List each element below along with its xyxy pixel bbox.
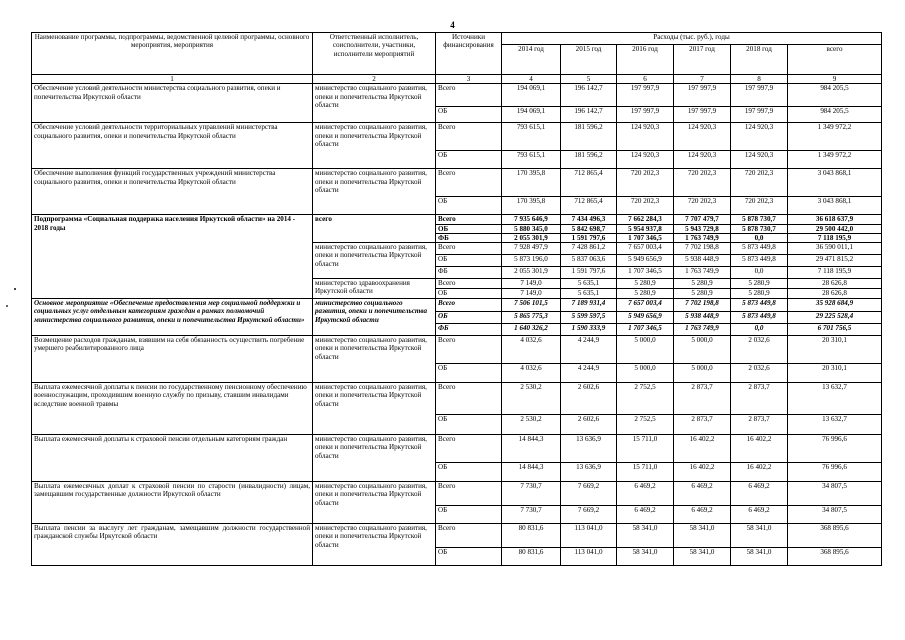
value-cell: 7 730,7 — [502, 506, 561, 524]
value-cell: 7 657 003,4 — [617, 299, 674, 312]
value-cell: 1 591 797,6 — [561, 233, 617, 242]
row-name: Основное мероприятие «Обеспечение предоставления мер социальной поддержки и социальных услуг отдельным категориям граждан в рамках полномочий министерства социального развития, опеки и попечительства Иркутской области» — [32, 299, 313, 336]
value-cell: 14 844,3 — [502, 463, 561, 482]
value-cell: 5 873 449,8 — [731, 255, 788, 267]
row-name: Выплата ежемесячной доплаты к пенсии по государственному пенсионному обеспечению военнослужащим, проходившим военную службу по призыву, ставшим инвалидами вследствие военной травмы — [32, 383, 313, 435]
row-name: Выплата ежемесячной доплаты к страховой пенсии отдельным категориям граждан — [32, 435, 313, 482]
value-total: 20 310,1 — [788, 336, 882, 364]
value-cell: 113 041,0 — [561, 548, 617, 566]
value-cell: 2 530,2 — [502, 383, 561, 415]
row-source: ОБ — [436, 151, 502, 169]
value-cell: 5 842 698,7 — [561, 224, 617, 233]
value-cell: 7 149,0 — [502, 279, 561, 289]
row-source: Всего — [436, 169, 502, 197]
row-executor: министерство социального развития, опеки и попечительства Иркутской области — [313, 336, 436, 383]
value-cell: 720 202,3 — [731, 197, 788, 215]
value-cell: 5 000,0 — [674, 336, 731, 364]
value-cell: 7 730,7 — [502, 482, 561, 506]
value-cell: 124 920,3 — [674, 151, 731, 169]
table-row — [32, 482, 882, 506]
value-cell: 7 928 497,9 — [502, 243, 561, 255]
column-number: 6 — [617, 75, 674, 84]
row-source: ОБ — [436, 224, 502, 233]
value-cell: 2 602,6 — [561, 415, 617, 435]
value-cell: 5 878 730,7 — [731, 215, 788, 224]
value-total: 368 895,6 — [788, 524, 882, 548]
value-total: 984 205,5 — [788, 84, 882, 107]
value-cell: 5 873 196,0 — [502, 255, 561, 267]
value-total: 28 626,8 — [788, 279, 882, 289]
value-cell: 7 428 861,2 — [561, 243, 617, 255]
value-cell: 2 032,6 — [731, 336, 788, 364]
table-row — [32, 84, 882, 107]
value-cell: 2 873,7 — [674, 383, 731, 415]
value-cell: 58 341,0 — [674, 548, 731, 566]
row-source: ФБ — [436, 267, 502, 279]
value-cell: 5 938 448,9 — [674, 255, 731, 267]
value-cell: 712 865,4 — [561, 197, 617, 215]
value-total: 76 996,6 — [788, 435, 882, 463]
row-name: Возмещение расходов гражданам, взявшим на себя обязанность осуществить погребение умершего реабилитированного лица — [32, 336, 313, 383]
value-cell: 1 707 346,5 — [617, 233, 674, 242]
row-source: ОБ — [436, 107, 502, 123]
value-cell: 7 669,2 — [561, 482, 617, 506]
value-total: 1 349 972,2 — [788, 151, 882, 169]
header-year: 2018 год — [731, 45, 788, 75]
value-total: 29 225 528,4 — [788, 312, 882, 324]
value-cell: 13 636,9 — [561, 435, 617, 463]
value-cell: 5 865 775,3 — [502, 312, 561, 324]
value-total: 368 895,6 — [788, 548, 882, 566]
value-cell: 194 069,1 — [502, 84, 561, 107]
row-executor: всего — [313, 215, 436, 243]
row-source: Всего — [436, 279, 502, 289]
value-total: 7 118 195,9 — [788, 267, 882, 279]
row-source: ОБ — [436, 506, 502, 524]
value-cell: 5 938 448,9 — [674, 312, 731, 324]
value-cell: 7 434 496,3 — [561, 215, 617, 224]
value-cell: 7 702 198,8 — [674, 299, 731, 312]
value-cell: 16 402,2 — [731, 435, 788, 463]
value-cell: 1 763 749,9 — [674, 233, 731, 242]
value-cell: 2 032,6 — [731, 364, 788, 383]
value-cell: 793 615,1 — [502, 151, 561, 169]
value-cell: 793 615,1 — [502, 123, 561, 151]
value-cell: 2 530,2 — [502, 415, 561, 435]
row-name: Обеспечение условий деятельности территориальных управлений министерства социального развития, опеки и попечительства Иркутской области — [32, 123, 313, 169]
value-cell: 7 657 003,4 — [617, 243, 674, 255]
value-total: 29 500 442,0 — [788, 224, 882, 233]
value-cell: 6 469,2 — [617, 482, 674, 506]
header-year: 2014 год — [502, 45, 561, 75]
value-cell: 5 635,1 — [561, 279, 617, 289]
row-source: Всего — [436, 243, 502, 255]
value-cell: 5 280,9 — [674, 279, 731, 289]
value-cell: 1 640 326,2 — [502, 324, 561, 336]
row-source: ОБ — [436, 463, 502, 482]
value-cell: 7 506 101,5 — [502, 299, 561, 312]
value-cell: 5 878 730,7 — [731, 224, 788, 233]
value-total: 13 632,7 — [788, 415, 882, 435]
value-cell: 124 920,3 — [731, 151, 788, 169]
value-cell: 16 402,2 — [674, 463, 731, 482]
value-cell: 7 935 646,9 — [502, 215, 561, 224]
value-cell: 7 149,0 — [502, 289, 561, 299]
row-executor: министерство социального развития, опеки и попечительства Иркутской области — [313, 482, 436, 524]
column-number: 4 — [502, 75, 561, 84]
value-cell: 5 280,9 — [731, 289, 788, 299]
value-total: 20 310,1 — [788, 364, 882, 383]
value-cell: 2 055 301,9 — [502, 267, 561, 279]
row-source: Всего — [436, 336, 502, 364]
value-cell: 194 069,1 — [502, 107, 561, 123]
value-cell: 7 702 198,8 — [674, 243, 731, 255]
value-cell: 6 469,2 — [731, 482, 788, 506]
row-executor: министерство социального развития, опеки и попечительства Иркутской области — [313, 123, 436, 169]
value-cell: 6 469,2 — [674, 506, 731, 524]
value-cell: 170 395,8 — [502, 169, 561, 197]
row-name: Подпрограмма «Социальная поддержка населения Иркутской области» на 2014 - 2018 годы — [32, 215, 313, 299]
value-cell: 2 873,7 — [731, 383, 788, 415]
value-total: 984 205,5 — [788, 107, 882, 123]
value-cell: 720 202,3 — [617, 197, 674, 215]
row-source: Всего — [436, 435, 502, 463]
value-cell: 124 920,3 — [674, 123, 731, 151]
row-executor: министерство социального развития, опеки и попечительства Иркутской области — [313, 243, 436, 279]
table-row — [32, 336, 882, 364]
value-cell: 720 202,3 — [674, 169, 731, 197]
table-row — [32, 215, 882, 224]
value-total: 36 618 637,9 — [788, 215, 882, 224]
value-cell: 5 949 656,9 — [617, 312, 674, 324]
header-name: Наименование программы, подпрограммы, ведомственной целевой программы, основного мероприятия, мероприятия — [32, 33, 313, 75]
row-source: ОБ — [436, 548, 502, 566]
value-cell: 0,0 — [731, 233, 788, 242]
value-cell: 1 591 797,6 — [561, 267, 617, 279]
value-cell: 5 599 597,5 — [561, 312, 617, 324]
table-row — [32, 123, 882, 151]
value-cell: 181 596,2 — [561, 123, 617, 151]
row-executor: министерство социального развития, опеки и попечительства Иркутской области — [313, 169, 436, 215]
value-total: 35 928 684,9 — [788, 299, 882, 312]
value-total: 1 349 972,2 — [788, 123, 882, 151]
value-cell: 2 873,7 — [674, 415, 731, 435]
table-row — [32, 435, 882, 463]
row-name: Выплата пенсии за выслугу лет гражданам, замещавшим должности государственной гражданской службы Иркутской области — [32, 524, 313, 566]
header-source: Источники финансирования — [436, 33, 502, 75]
value-cell: 720 202,3 — [617, 169, 674, 197]
column-number: 9 — [788, 75, 882, 84]
value-cell: 196 142,7 — [561, 84, 617, 107]
value-total: 34 807,5 — [788, 506, 882, 524]
row-source: Всего — [436, 215, 502, 224]
value-cell: 58 341,0 — [674, 524, 731, 548]
value-cell: 5 635,1 — [561, 289, 617, 299]
row-source: ОБ — [436, 312, 502, 324]
row-source: ФБ — [436, 324, 502, 336]
value-cell: 124 920,3 — [731, 123, 788, 151]
value-cell: 4 032,6 — [502, 364, 561, 383]
column-number: 2 — [313, 75, 436, 84]
value-total: 13 632,7 — [788, 383, 882, 415]
value-cell: 5 949 656,9 — [617, 255, 674, 267]
value-cell: 7 189 931,4 — [561, 299, 617, 312]
row-source: ОБ — [436, 415, 502, 435]
value-cell: 16 402,2 — [674, 435, 731, 463]
value-total: 7 118 195,9 — [788, 233, 882, 242]
column-number: 8 — [731, 75, 788, 84]
value-cell: 197 997,9 — [731, 84, 788, 107]
value-cell: 58 341,0 — [617, 548, 674, 566]
value-cell: 1 707 346,5 — [617, 324, 674, 336]
value-cell: 0,0 — [731, 324, 788, 336]
table-row — [32, 299, 882, 312]
value-cell: 5 000,0 — [617, 336, 674, 364]
value-cell: 5 873 449,8 — [731, 243, 788, 255]
header-expenses: Расходы (тыс. руб.), годы — [502, 33, 882, 45]
value-cell: 5 000,0 — [674, 364, 731, 383]
value-total: 6 701 756,5 — [788, 324, 882, 336]
value-cell: 13 636,9 — [561, 463, 617, 482]
row-executor: министерство социального развития, опеки и попечительства Иркутской области — [313, 435, 436, 482]
value-cell: 6 469,2 — [617, 506, 674, 524]
value-total: 34 807,5 — [788, 482, 882, 506]
value-cell: 5 880 345,0 — [502, 224, 561, 233]
value-cell: 4 244,9 — [561, 364, 617, 383]
value-cell: 80 831,6 — [502, 524, 561, 548]
value-cell: 113 041,0 — [561, 524, 617, 548]
value-cell: 2 602,6 — [561, 383, 617, 415]
row-source: Всего — [436, 524, 502, 548]
value-cell: 712 865,4 — [561, 169, 617, 197]
column-number: 1 — [32, 75, 313, 84]
value-cell: 5 280,9 — [674, 289, 731, 299]
value-cell: 16 402,2 — [731, 463, 788, 482]
column-number: 3 — [436, 75, 502, 84]
value-total: 3 043 868,1 — [788, 169, 882, 197]
header-total: всего — [788, 45, 882, 75]
value-cell: 124 920,3 — [617, 151, 674, 169]
value-cell: 5 837 063,6 — [561, 255, 617, 267]
row-executor: министерство социального развития, опеки и попечительства Иркутской области — [313, 299, 436, 336]
value-cell: 80 831,6 — [502, 548, 561, 566]
value-cell: 5 954 937,8 — [617, 224, 674, 233]
value-cell: 1 590 333,9 — [561, 324, 617, 336]
row-name: Выплата ежемесячных доплат к страховой пенсии по старости (инвалидности) лицам, замещавшим государственные должности Иркутской области — [32, 482, 313, 524]
value-cell: 2 752,5 — [617, 415, 674, 435]
value-cell: 6 469,2 — [731, 506, 788, 524]
value-cell: 7 662 284,3 — [617, 215, 674, 224]
value-cell: 197 997,9 — [674, 107, 731, 123]
value-total: 3 043 868,1 — [788, 197, 882, 215]
value-cell: 5 000,0 — [617, 364, 674, 383]
value-cell: 181 596,2 — [561, 151, 617, 169]
value-cell: 124 920,3 — [617, 123, 674, 151]
scan-speck — [14, 288, 16, 290]
value-cell: 4 244,9 — [561, 336, 617, 364]
value-cell: 197 997,9 — [617, 107, 674, 123]
table-row — [32, 383, 882, 415]
table-row — [32, 169, 882, 197]
value-cell: 170 395,8 — [502, 197, 561, 215]
value-cell: 1 763 749,9 — [674, 324, 731, 336]
value-cell: 196 142,7 — [561, 107, 617, 123]
header-year: 2015 год — [561, 45, 617, 75]
value-cell: 58 341,0 — [731, 524, 788, 548]
row-executor: министерство здравоохранения Иркутской области — [313, 279, 436, 299]
row-source: Всего — [436, 84, 502, 107]
value-cell: 14 844,3 — [502, 435, 561, 463]
row-source: ОБ — [436, 289, 502, 299]
value-total: 76 996,6 — [788, 463, 882, 482]
value-cell: 0,0 — [731, 267, 788, 279]
value-cell: 2 055 301,9 — [502, 233, 561, 242]
value-total: 29 471 815,2 — [788, 255, 882, 267]
value-cell: 7 669,2 — [561, 506, 617, 524]
value-cell: 6 469,2 — [674, 482, 731, 506]
value-cell: 197 997,9 — [731, 107, 788, 123]
row-source: ОБ — [436, 364, 502, 383]
value-cell: 15 711,0 — [617, 435, 674, 463]
column-number: 5 — [561, 75, 617, 84]
row-source: Всего — [436, 482, 502, 506]
row-source: ОБ — [436, 255, 502, 267]
value-cell: 1 707 346,5 — [617, 267, 674, 279]
value-cell: 2 752,5 — [617, 383, 674, 415]
header-executor: Ответственный исполнитель, соисполнители, участники, исполнители мероприятий — [313, 33, 436, 75]
row-source: Всего — [436, 299, 502, 312]
value-cell: 5 873 449,8 — [731, 299, 788, 312]
table-body — [32, 84, 882, 566]
row-source: Всего — [436, 123, 502, 151]
value-cell: 58 341,0 — [617, 524, 674, 548]
value-cell: 2 873,7 — [731, 415, 788, 435]
budget-table — [31, 32, 882, 566]
value-cell: 15 711,0 — [617, 463, 674, 482]
row-name: Обеспечение выполнения функций государственных учреждений министерства социального развития, опеки и попечительства Иркутской области — [32, 169, 313, 215]
value-cell: 5 873 449,8 — [731, 312, 788, 324]
row-executor: министерство социального развития, опеки и попечительства Иркутской области — [313, 524, 436, 566]
value-cell: 7 707 479,7 — [674, 215, 731, 224]
value-cell: 1 763 749,9 — [674, 267, 731, 279]
value-cell: 5 280,9 — [617, 289, 674, 299]
row-source: Всего — [436, 383, 502, 415]
value-total: 36 590 011,1 — [788, 243, 882, 255]
row-executor: министерство социального развития, опеки и попечительства Иркутской области — [313, 383, 436, 435]
value-cell: 5 280,9 — [617, 279, 674, 289]
header-year: 2017 год — [674, 45, 731, 75]
value-cell: 197 997,9 — [674, 84, 731, 107]
row-source: ФБ — [436, 233, 502, 242]
page-number: 4 — [450, 20, 455, 30]
table-row — [32, 524, 882, 548]
value-cell: 5 280,9 — [731, 279, 788, 289]
value-cell: 4 032,6 — [502, 336, 561, 364]
header-year: 2016 год — [617, 45, 674, 75]
row-source: ОБ — [436, 197, 502, 215]
scan-speck — [6, 305, 8, 307]
value-cell: 5 943 729,8 — [674, 224, 731, 233]
value-cell: 197 997,9 — [617, 84, 674, 107]
column-number: 7 — [674, 75, 731, 84]
value-cell: 720 202,3 — [731, 169, 788, 197]
row-name: Обеспечение условий деятельности министерства социального развития, опеки и попечительства Иркутской области — [32, 84, 313, 123]
value-total: 28 626,8 — [788, 289, 882, 299]
row-executor: министерство социального развития, опеки и попечительства Иркутской области — [313, 84, 436, 123]
value-cell: 58 341,0 — [731, 548, 788, 566]
value-cell: 720 202,3 — [674, 197, 731, 215]
